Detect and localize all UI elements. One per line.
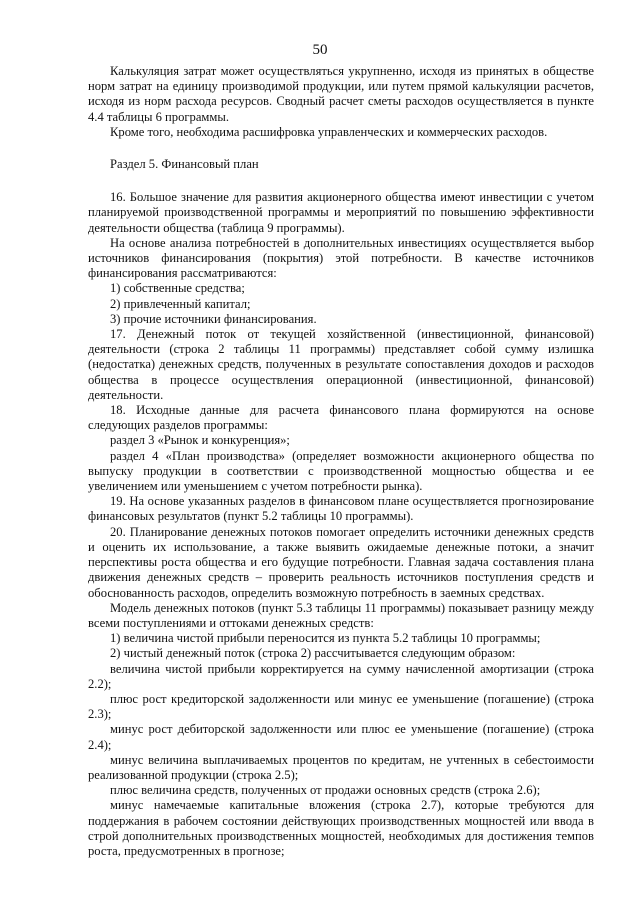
paragraph-16: 16. Большое значение для развития акционерного общества имеют инвестиции с учетом планируемой производственной программы и мероприятий по повышению эффективности деятельности общества (таблица 9 программы). <box>88 190 594 235</box>
list-item-receivables: минус рост дебиторской задолженности или плюс ее уменьшение (погашение) (строка 2.4); <box>88 722 594 752</box>
list-item-section-4: раздел 4 «План производства» (определяет возможности акционерного общества по выпуску продукции в соответствии с производственной мощностью общества и ее увеличением или уменьшением с учетом потребности рынка). <box>88 448 594 494</box>
paragraph-18: 18. Исходные данные для расчета финансового плана формируются на основе следующих разделов программы: <box>88 403 594 433</box>
paragraph-decoding-expenses: Кроме того, необходима расшифровка управленческих и коммерческих расходов. <box>110 124 548 139</box>
list-item-section-3: раздел 3 «Рынок и конкуренция»; <box>110 433 290 448</box>
list-item-borrowed-capital: 2) привлеченный капитал; <box>110 296 251 311</box>
list-item-payables: плюс рост кредиторской задолженности или минус ее уменьшение (погашение) (строка 2.3); <box>88 691 594 722</box>
list-item-interest: минус величина выплачиваемых процентов по кредитам, не учтенных в себестоимости реализованной продукции (строка 2.5); <box>88 752 594 782</box>
paragraph-cash-flow-model: Модель денежных потоков (пункт 5.3 таблицы 11 программы) показывает разницу между всеми поступлениями и оттоками денежных средств: <box>88 600 594 630</box>
list-item-net-cash-flow: 2) чистый денежный поток (строка 2) рассчитывается следующим образом: <box>110 646 516 661</box>
page-number: 50 <box>312 42 328 58</box>
list-item-capital-investments: минус намечаемые капитальные вложения (строка 2.7), которые требуются для поддержания в рабочем состоянии действующих производственных мощностей или ввода в строй дополнительных производственных мощностей, необходимых для достижения темпов роста, предусмотренных в прогнозе; <box>88 798 594 858</box>
paragraph-17: 17. Денежный поток от текущей хозяйственной (инвестиционной, финансовой) деятельности (строка 2 таблицы 11 программы) представляет собой сумму излишка (недостатка) денежных средств, полученных в результате сопоставления доходов и расходов общества в процессе осуществления операционной (инвестиционной, финансовой) деятельности. <box>88 327 594 402</box>
paragraph-19: 19. На основе указанных разделов в финансовом плане осуществляется прогнозирование финансовых результатов (пункт 5.2 таблицы 10 программы). <box>88 494 594 524</box>
list-item-asset-sales: плюс величина средств, полученных от продажи основных средств (строка 2.6); <box>110 783 541 798</box>
list-item-other-sources: 3) прочие источники финансирования. <box>110 311 317 326</box>
page-body <box>88 64 594 859</box>
list-item-amortization: величина чистой прибыли корректируется на сумму начисленной амортизации (строка 2.2); <box>88 661 594 691</box>
section-heading: Раздел 5. Финансовый план <box>110 157 259 172</box>
list-item-own-funds: 1) собственные средства; <box>110 281 245 296</box>
list-item-net-profit: 1) величина чистой прибыли переносится из пункта 5.2 таблицы 10 программы; <box>110 631 541 646</box>
paragraph-20: 20. Планирование денежных потоков помогает определить источники денежных средств и оценить их использование, а также выявить ожидаемые денежные потоки, а значит перспективы роста общества и его будущие потребности. Главная задача составления плана движения денежных средств – проверить реальность источников поступления средств и обоснованность расходов, определить возможную потребность в заемных средствах. <box>88 524 594 600</box>
paragraph-financing-sources: На основе анализа потребностей в дополнительных инвестициях осуществляется выбор источников финансирования (покрытия) этой потребности. В качестве источников финансирования рассматриваются: <box>88 235 594 281</box>
paragraph-costing: Калькуляция затрат может осуществляться укрупненно, исходя из принятых в обществе норм затрат на единицу производимой продукции, или путем прямой калькуляции расчетов, исходя из норм расхода ресурсов. Сводный расчет сметы расходов осуществляется в пункте 4.4 таблицы 6 программы. <box>88 64 594 124</box>
